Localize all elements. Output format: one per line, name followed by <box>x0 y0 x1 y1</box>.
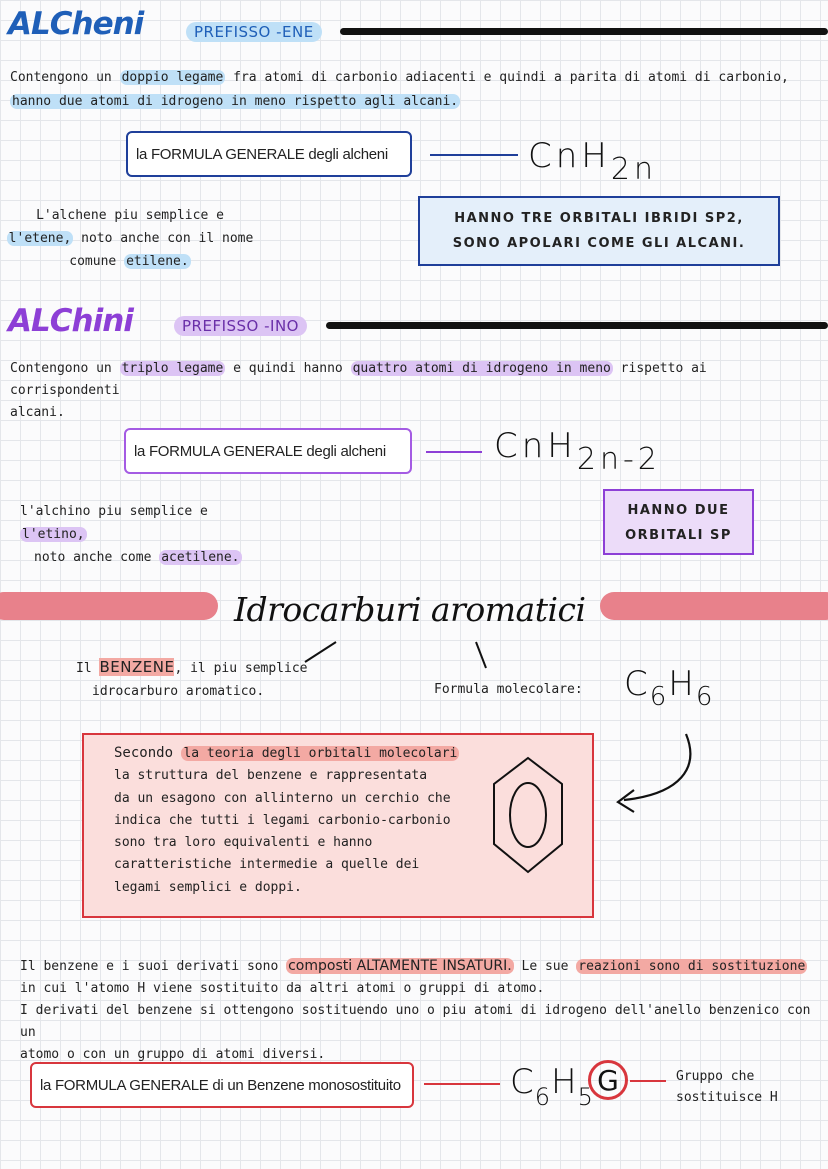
orbital-text-line6: caratteristiche intermedie a quelle dei <box>114 857 420 873</box>
alchini-note-line2: ORBITALI SP <box>625 528 732 543</box>
alchini-formula-subscript: 2n-2 <box>576 442 661 477</box>
para-highlight-insaturi: composti ALTAMENTE INSATURI. <box>288 958 512 974</box>
substituent-circle <box>588 1060 628 1100</box>
benzene-formula-h-sub: 6 <box>695 682 715 712</box>
alchini-title-rule <box>326 322 828 329</box>
alcheni-formula-base: CnH <box>528 136 611 176</box>
alcheni-note-line1: HANNO TRE ORBITALI IBRIDI SP2, <box>454 211 744 226</box>
substituent-g: G <box>597 1063 619 1097</box>
alcheni-desc-part1: Contengono un <box>10 70 120 85</box>
alcheni-formula-connector <box>430 154 518 156</box>
alcheni-simplest-etilene: etilene. <box>126 254 189 269</box>
benzene-intro-part3: idrocarburo aromatico. <box>92 684 265 699</box>
alchini-prefix-tag: PREFISSO -INO <box>174 316 307 336</box>
alcheni-prefix-tag: PREFISSO -ENE <box>186 22 322 42</box>
para-highlight-sostituzione: reazioni sono di sostituzione <box>578 959 806 974</box>
substituent-note-line1: Gruppo che <box>676 1069 755 1084</box>
benzene-intro-part1: Il <box>76 661 100 676</box>
substituent-connector <box>630 1080 666 1082</box>
benzene-intro <box>76 656 326 703</box>
alcheni-note-box <box>418 196 780 266</box>
orbital-text-line4: indica che tutti i legami carbonio-carbonio <box>114 812 451 828</box>
alcheni-simplest-line1: L'alchene piu semplice e <box>36 208 224 223</box>
mono-formula-c: C <box>510 1062 535 1102</box>
orbital-text-line2: la struttura del benzene e rappresentata <box>114 768 428 784</box>
alchini-simplest-etino: l'etino, <box>22 527 85 542</box>
alchini-desc-part2: e quindi hanno <box>225 361 351 376</box>
molecular-formula-label: Formula molecolare: <box>434 682 583 697</box>
alcheni-desc-highlight-double-bond: doppio legame <box>121 70 224 85</box>
mono-formula-label: la FORMULA GENERALE di un Benzene monosostituito <box>40 1076 401 1094</box>
alchini-description <box>10 358 820 424</box>
alcheni-title: ALCheni <box>8 6 144 42</box>
orbital-text-line7: legami semplici e doppi. <box>114 879 302 895</box>
alchini-simplest-line2: noto anche come <box>34 550 160 565</box>
orbital-text-line3: da un esagono con allinterno un cerchio che <box>114 790 451 806</box>
benzene-highlight: BENZENE <box>99 658 175 676</box>
curved-arrow-icon <box>600 728 710 818</box>
alcheni-formula-subscript: 2n <box>610 152 657 187</box>
para-line3: I derivati del benzene si ottengono sostituendo uno o piu atomi di idrogeno dell'anello benzenico con un <box>20 1003 811 1040</box>
mono-formula <box>510 1062 594 1111</box>
mono-formula-label-box <box>30 1062 414 1108</box>
alcheni-note-line2: SONO APOLARI COME GLI ALCANI. <box>452 236 746 251</box>
alcheni-formula-label: la FORMULA GENERALE degli alcheni <box>136 145 388 163</box>
aromatici-left-banner <box>0 592 218 620</box>
para-line4: atomo o con un gruppo di atomi diversi. <box>20 1047 326 1062</box>
alcheni-simplest-line2: noto anche con il nome <box>73 231 254 246</box>
alchini-general-formula <box>494 426 661 477</box>
para-part2: Le sue <box>513 959 577 974</box>
alchini-simplest-acetilene: acetilene. <box>161 550 240 565</box>
alchini-desc-highlight-triple-bond: triplo legame <box>121 361 224 376</box>
alchini-desc-part4: alcani. <box>10 405 65 420</box>
substituent-note <box>676 1066 778 1108</box>
alchini-formula-label: la FORMULA GENERALE degli alcheni <box>134 442 386 460</box>
orbital-text-part1: Secondo <box>114 745 182 761</box>
mono-formula-h-sub: 5 <box>577 1083 594 1111</box>
alcheni-formula-label-box <box>126 131 412 177</box>
alcheni-general-formula <box>528 136 657 187</box>
alcheni-simplest-etene: l'etene, <box>8 231 72 246</box>
alcheni-desc-highlight-hydrogens: hanno due atomi di idrogeno in meno rispetto agli alcani. <box>12 94 459 109</box>
alchini-desc-part1: Contengono un <box>10 361 120 376</box>
mono-formula-c-sub: 6 <box>534 1083 552 1111</box>
alcheni-simplest <box>0 204 260 273</box>
orbital-text-line5: sono tra loro equivalenti e hanno <box>114 835 373 851</box>
alchini-note-box <box>603 489 754 555</box>
benzene-formula-h: H <box>668 664 696 704</box>
para-line2: in cui l'atomo H viene sostituito da altri atomi o gruppi di atomo. <box>20 981 545 996</box>
aromatici-pointer-strokes <box>300 636 500 676</box>
alchini-title: ALChini <box>8 303 133 339</box>
alchini-formula-label-box <box>124 428 412 474</box>
orbital-theory-text <box>114 742 474 899</box>
orbital-text-highlight: la teoria degli orbitali molecolari <box>183 746 458 761</box>
alchini-simplest <box>20 500 280 569</box>
alchini-simplest-line1: l'alchino piu semplice e <box>20 504 208 519</box>
mono-formula-h: H <box>551 1062 578 1102</box>
benzene-intro-part2: , il piu semplice <box>174 661 308 676</box>
benzene-formula-c-sub: 6 <box>649 682 669 712</box>
para-part1: Il benzene e i suoi derivati sono <box>20 959 287 974</box>
aromatici-title: Idrocarburi aromatici <box>234 590 586 629</box>
alcheni-desc-part2: fra atomi di carbonio adiacenti e quindi a parita di atomi di carbonio, <box>225 70 789 85</box>
alcheni-simplest-line3: comune <box>69 254 125 269</box>
aromatici-paragraph <box>20 955 828 1066</box>
aromatici-right-banner <box>600 592 828 620</box>
alchini-formula-connector <box>426 451 482 453</box>
mono-formula-connector <box>424 1083 500 1085</box>
alchini-note-line1: HANNO DUE <box>627 503 730 518</box>
alcheni-title-rule <box>340 28 828 35</box>
alchini-formula-base: CnH <box>494 426 577 466</box>
alcheni-description <box>10 66 820 114</box>
benzene-ring-icon <box>488 750 568 880</box>
alchini-desc-part3: rispetto ai corrispondenti <box>10 361 707 398</box>
substituent-note-line2: sostituisce H <box>676 1090 778 1105</box>
benzene-molecular-formula <box>624 664 714 712</box>
alchini-desc-highlight-hydrogens: quattro atomi di idrogeno in meno <box>352 361 611 376</box>
benzene-formula-c: C <box>624 664 650 704</box>
